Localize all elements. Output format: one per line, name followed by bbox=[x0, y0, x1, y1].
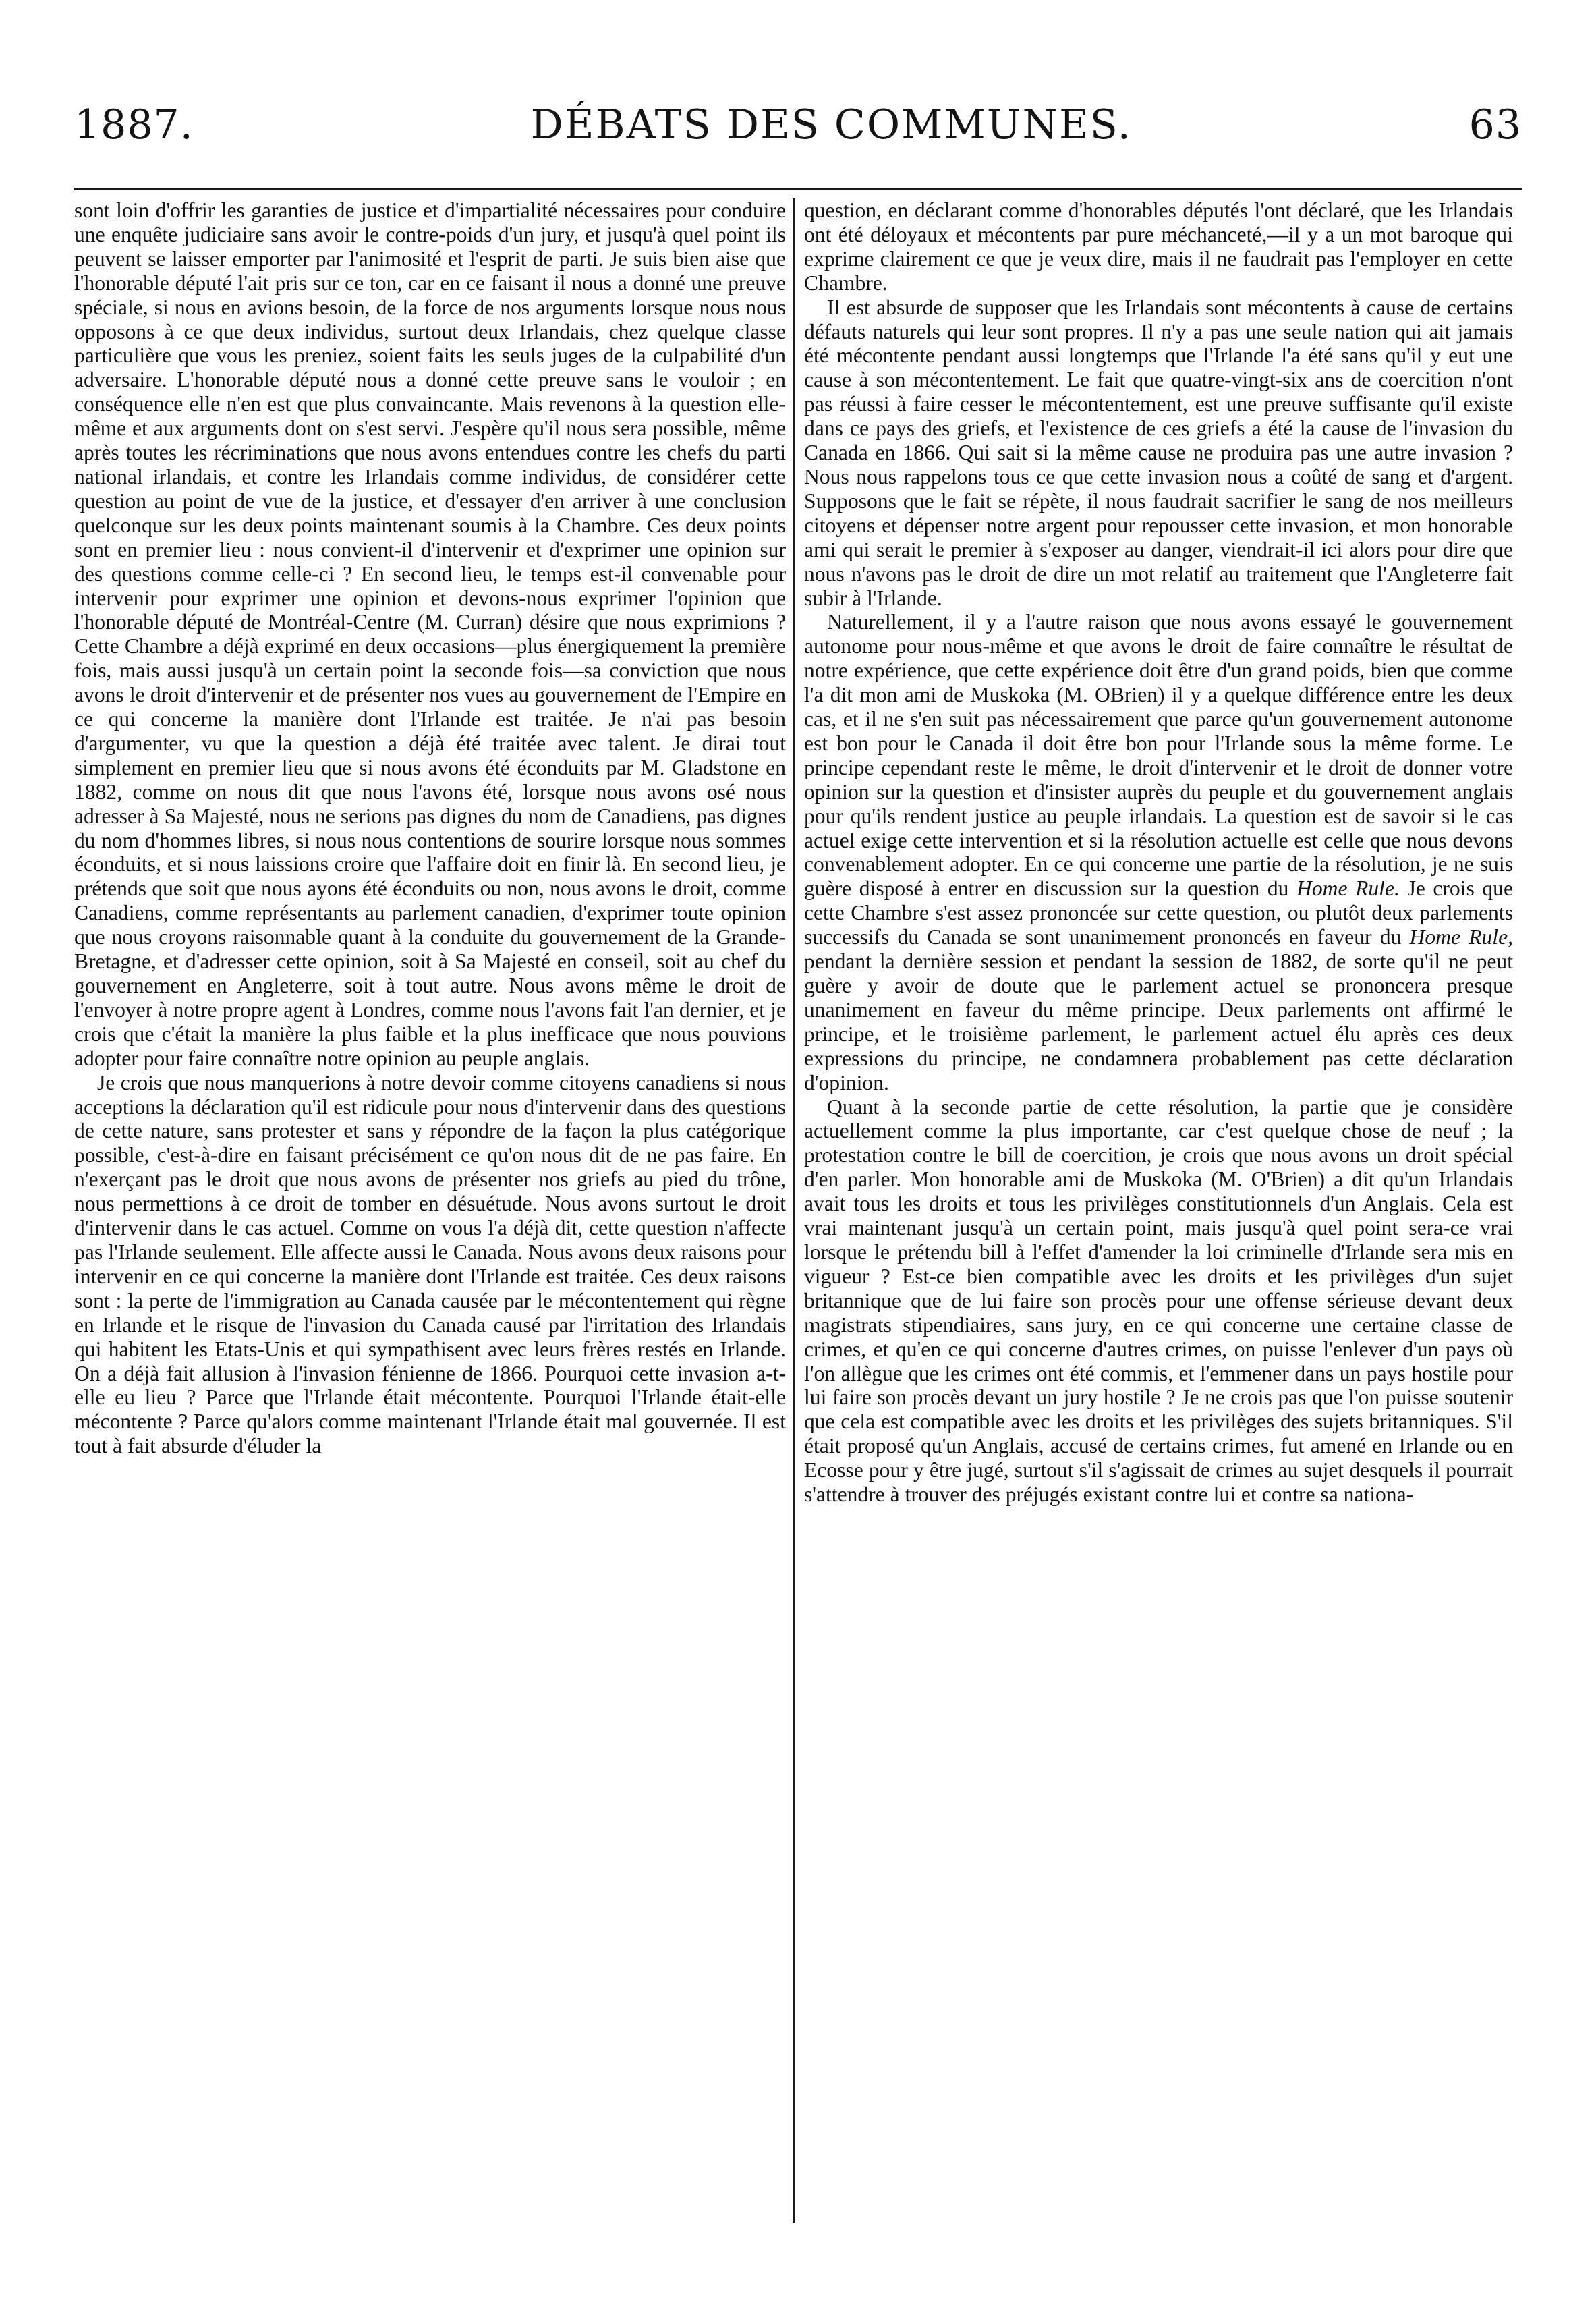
left-column bbox=[74, 198, 793, 2223]
right-paragraph-2: Il est absurde de supposer que les Irlandais sont mécontents à cause de certains défauts naturels qui leur sont propres. Il n'y a pas une seule nation qui ait jamais été mécontente pendant aussi longtemps que l'Irlande l'a été sans qu'il y eut une cause à son mécontentement. Le fait que quatre-vingt-six ans de coercition n'ont pas réussi à faire cesser le mécontentement, est une preuve suffisante qu'il existe dans ce pays des griefs, et l'existence de ces griefs a été la cause de l'invasion du Canada en 1866. Qui sait si la même cause ne produira pas une autre invasion ? Nous nous rappelons tous ce que cette invasion nous a coûté de sang et d'argent. Supposons que le fait se répète, il nous faudrait sacrifier le sang de nos meilleurs citoyens et dépenser notre argent pour repousser cette invasion, et mon honorable ami qui serait le premier à s'exposer au danger, viendrait-il ici alors pour dire que nous n'avons pas le droit de dire un mot relatif au traitement que l'Angleterre fait subir à l'Irlande. bbox=[804, 295, 1513, 610]
page-number: 63 bbox=[1469, 101, 1522, 148]
home-rule-term-1: Home Rule. bbox=[1296, 877, 1400, 901]
right-paragraph-1: question, en déclarant comme d'honorables députés l'ont déclaré, que les Irlandais ont été déloyaux et mécontents par pure méchanceté,—il y a un mot baroque qui exprime clairement ce que je veux dire, mais il ne faudrait pas l'employer en cette Chambre. bbox=[804, 198, 1513, 295]
left-paragraph-1: sont loin d'offrir les garanties de justice et d'impartialité nécessaires pour conduire une enquête judiciaire sans avoir le contre-poids d'un jury, et jusqu'à quel point ils peuvent se laisser emporter par l'animosité et l'esprit de parti. Je suis bien aise que l'honorable député l'ait pris sur ce ton, car en ce faisant il nous a donné une preuve spéciale, si nous en avions besoin, de la force de nos arguments lorsque nous nous opposons à ce que deux individus, surtout deux Irlandais, chez quelque classe particulière que vous les preniez, soient faits les seuls juges de la culpabilité d'un adversaire. L'honorable député nous a donné cette preuve sans le vouloir ; en conséquence elle n'en est que plus convaincante. Mais revenons à la question elle-même et aux arguments dont on s'est servi. J'espère qu'il nous sera possible, même après toutes les récriminations que nous avons entendues contre les chefs du parti national irlandais, et contre les Irlandais comme individus, de considérer cette question au point de vue de la justice, et d'essayer d'en arriver à une conclusion quelconque sur les deux points maintenant soumis à la Chambre. Ces deux points sont en premier lieu : nous convient-il d'intervenir et d'exprimer une opinion sur des questions comme celle-ci ? En second lieu, le temps est-il convenable pour intervenir pour exprimer une opinion et devons-nous exprimer l'opinion que l'honorable député de Montréal-Centre (M. Curran) désire que nous exprimions ? Cette Chambre a déjà exprimé en deux occasions—plus énergiquement la première fois, mais aussi jusqu'à un certain point la seconde fois—sa conviction que nous avons le droit d'intervenir et de présenter nos vues au gouvernement de l'Empire en ce qui concerne la manière dont l'Irlande est traitée. Je n'ai pas besoin d'argumenter, vu que la question a déjà été traitée avec talent. Je dirai tout simplement en premier lieu que si nous avons été éconduits par M. Gladstone en 1882, comme on nous dit que nous l'avons été, lorsque nous avons osé nous adresser à Sa Majesté, nous ne serions pas dignes du nom de Canadiens, pas dignes du nom d'hommes libres, si nous nous contentions de sourire lorsque nous sommes éconduits, et si nous laissions croire que l'affaire doit en finir là. En second lieu, je prétends que soit que nous ayons été éconduits ou non, nous avons le droit, comme Canadiens, comme représentants au parlement canadien, d'exprimer toute opinion que nous croyons raisonnable quant à la conduite du gouvernement de la Grande-Bretagne, et d'adresser cette opinion, soit à Sa Majesté en conseil, soit au chef du gouvernement en Angleterre, soit à tout autre. Nous avons même le droit de l'envoyer à notre propre agent à Londres, comme nous l'avons fait l'an dernier, et je crois que c'était la manière la plus faible et la plus inefficace que nous pouvions adopter pour faire connaître notre opinion au peuple anglais. bbox=[74, 198, 786, 1070]
paragraph-3-part-a: Naturellement, il y a l'autre raison que nous avons essayé le gouvernement autonome pour nous-même et que avons le droit de faire connaître le résultat de notre expérience, que cette expérience doit être d'un grand poids, bien que comme l'a dit mon ami de Muskoka (M. OBrien) il y a quelque différence entre les deux cas, et il ne s'en suit pas nécessairement que parce qu'un gouvernement autonome est bon pour le Canada il doit être bon pour l'Irlande sous la même forme. Le principe cependant reste le même, le droit d'intervenir et le droit de donner votre opinion sur la question et d'insister auprès du peuple et du gouvernement anglais pour qu'ils rendent justice au peuple irlandais. La question est de savoir si le cas actuel exige cette intervention et si la résolution actuelle est celle que nous devons convenablement adopter. En ce qui concerne une partie de la résolution, je ne suis guère disposé à entrer en discussion sur la question du bbox=[804, 610, 1513, 901]
home-rule-term-2: Home Rule, bbox=[1409, 925, 1513, 949]
header-year: 1887. bbox=[74, 101, 194, 148]
text-columns bbox=[74, 198, 1522, 2223]
right-paragraph-3 bbox=[804, 610, 1513, 1094]
header-rule bbox=[74, 188, 1522, 190]
paragraph-3-part-c: pendant la dernière session et pendant la session de 1882, de sorte qu'il ne peut guère y avoir de doute que le parlement actuel se prononcera presque unanimement en faveur du même principe. Deux parlements ont affirmé le principe, et le troisième parlement, le parlement actuel élu après ces deux expressions du principe, ne condamnera probablement pas cette déclaration d'opinion. bbox=[804, 949, 1513, 1094]
left-paragraph-2: Je crois que nous manquerions à notre devoir comme citoyens canadiens si nous acceptions la déclaration qu'il est ridicule pour nous d'intervenir dans des questions de cette nature, sans protester et sans y répondre de la façon la plus catégorique possible, c'est-à-dire en faisant précisément ce qu'on nous dit de ne pas faire. En n'exerçant pas le droit que nous avons de présenter nos griefs au pied du trône, nous permettions à ce droit de tomber en désuétude. Nous avons surtout le droit d'intervenir dans le cas actuel. Comme on vous l'a déjà dit, cette question n'affecte pas l'Irlande seulement. Elle affecte aussi le Canada. Nous avons deux raisons pour intervenir en ce qui concerne la manière dont l'Irlande est traitée. Ces deux raisons sont : la perte de l'immigration au Canada causée par le mécontentement qui règne en Irlande et le risque de l'invasion du Canada causé par l'irritation des Irlandais qui habitent les Etats-Unis et qui sympathisent avec leurs frères restés en Irlande. On a déjà fait allusion à l'invasion fénienne de 1866. Pourquoi cette invasion a-t-elle eu lieu ? Parce que l'Irlande était mécontente. Pourquoi l'Irlande était-elle mécontente ? Parce qu'alors comme maintenant l'Irlande était mal gouvernée. Il est tout à fait absurde d'éluder la bbox=[74, 1070, 786, 1458]
right-paragraph-4: Quant à la seconde partie de cette résolution, la partie que je considère actuellement comme la plus importante, car c'est quelque chose de neuf ; la protestation contre le bill de coercition, je crois que nous avons un droit spécial d'en parler. Mon honorable ami de Muskoka (M. O'Brien) a dit qu'un Irlandais avait tous les droits et tous les privilèges constitutionnels d'un Anglais. Cela est vrai maintenant jusqu'à un certain point, mais jusqu'à quel point sera-ce vrai lorsque le prétendu bill à l'effet d'amender la loi criminelle d'Irlande sera mis en vigueur ? Est-ce bien compatible avec les droits et les privilèges d'un sujet britannique que de lui faire son procès pour une offense sérieuse devant deux magistrats stipendiaires, sans jury, en ce qui concerne une certaine classe de crimes, et qu'en ce qui concerne d'autres crimes, on puisse l'enlever d'un pays où l'on allègue que les crimes ont été commis, et l'emmener dans un pays hostile pour lui faire son procès devant un jury hostile ? Je ne crois pas que l'on puisse soutenir que cela est compatible avec les droits et les privilèges des sujets britanniques. S'il était proposé qu'un Anglais, accusé de certains crimes, fut amené en Irlande ou en Ecosse pour y être jugé, surtout s'il s'agissait de crimes au sujet desquels il pourrait s'attendre à trouver des préjugés existant contre lui et contre sa nationa- bbox=[804, 1094, 1513, 1507]
right-column bbox=[795, 198, 1513, 2223]
page-header bbox=[74, 101, 1522, 175]
header-title: DÉBATS DES COMMUNES. bbox=[530, 101, 1132, 148]
paragraph-3-part-b: Je crois que cette Chambre s'est assez prononcée sur cette question, ou plutôt deux parlements successifs du Canada se sont unanimement prononcés en faveur du bbox=[804, 877, 1513, 949]
